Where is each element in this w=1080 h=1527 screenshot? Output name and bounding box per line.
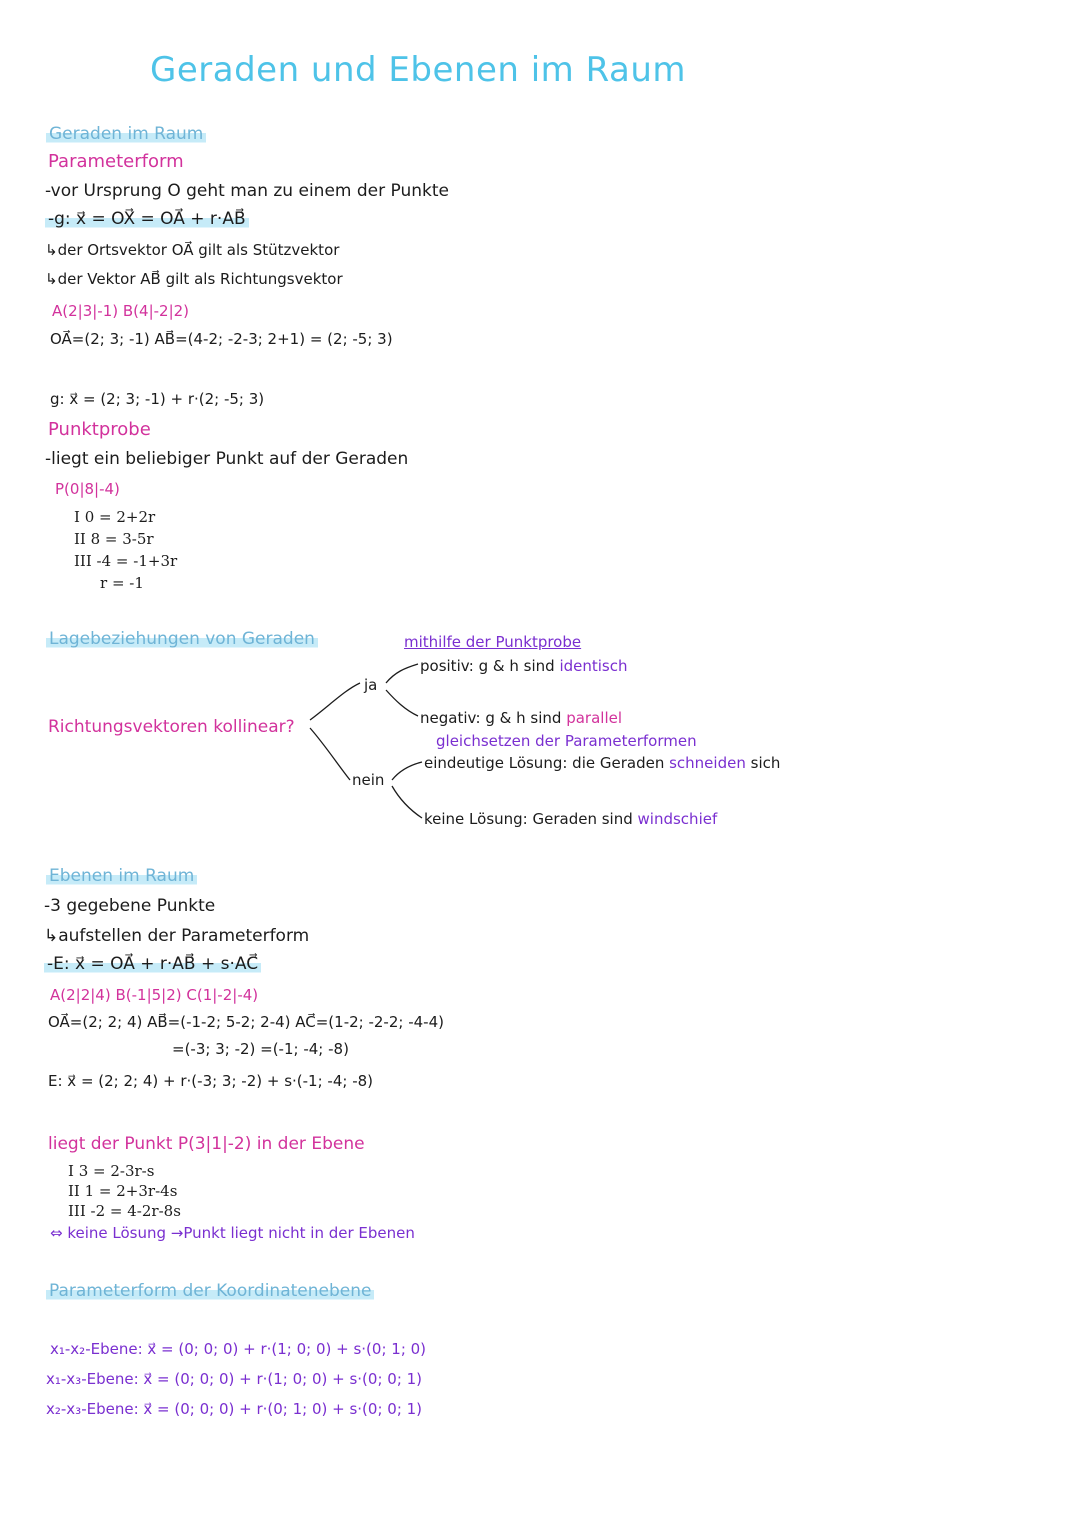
- equation-row: I 0 = 2+2r: [74, 508, 156, 526]
- section-heading-koord: Parameterform der Koordinatenebene: [46, 1281, 374, 1301]
- text-line: -vor Ursprung O geht man zu einem der Punkte: [45, 181, 449, 201]
- section-heading-lage: Lagebeziehungen von Geraden: [46, 629, 318, 649]
- points-line: A(2|3|-1) B(4|-2|2): [52, 302, 190, 320]
- vectors-line: OA⃗=(2; 2; 4) AB⃗=(-1-2; 5-2; 2-4) AC⃗=(1-2; -2-2; -4-4): [48, 1013, 444, 1031]
- eindeutig-line: eindeutige Lösung: die Geraden schneiden sich: [424, 754, 781, 772]
- points-line: A(2|2|4) B(-1|5|2) C(1|-2|-4): [50, 986, 259, 1004]
- arrow-nein-keine: [392, 786, 422, 818]
- arrow-ja-positiv: [386, 664, 418, 683]
- negativ-line: negativ: g & h sind parallel: [420, 709, 623, 727]
- branch-nein: nein: [352, 771, 385, 789]
- section-heading-geraden: Geraden im Raum: [46, 124, 206, 144]
- liegt-heading: liegt der Punkt P(3|1|-2) in der Ebene: [48, 1134, 365, 1154]
- equation-row: II 8 = 3-5r: [74, 530, 154, 548]
- arrow-ja-negativ: [386, 690, 418, 716]
- koord-row: x₂-x₃-Ebene: x⃗ = (0; 0; 0) + r·(0; 1; 0) + s·(0; 0; 1): [46, 1400, 423, 1418]
- vectors-line: OA⃗=(2; 3; -1) AB⃗=(4-2; -2-3; 2+1) = (2; -5; 3): [50, 330, 393, 348]
- arrow-to-ja: [310, 683, 360, 720]
- formula-line: -g: x⃗ = OX⃗ = OA⃗ + r·AB⃗: [45, 209, 249, 229]
- text-line: -3 gegebene Punkte: [44, 896, 216, 916]
- arrow-nein-eindeutig: [392, 762, 422, 780]
- koord-row: x₁-x₃-Ebene: x⃗ = (0; 0; 0) + r·(1; 0; 0) + s·(0; 0; 1): [46, 1370, 423, 1388]
- equation-row: r = -1: [100, 574, 144, 592]
- mithilfe-label: mithilfe der Punktprobe: [404, 633, 582, 651]
- text-line: ↳der Vektor AB⃗ gilt als Richtungsvektor: [45, 270, 343, 288]
- equation-row: III -4 = -1+3r: [74, 552, 178, 570]
- question-text: Richtungsvektoren kollinear?: [48, 717, 295, 737]
- positiv-line: positiv: g & h sind identisch: [420, 657, 628, 675]
- subheading-parameterform: Parameterform: [48, 151, 184, 172]
- page-title: Geraden und Ebenen im Raum: [150, 50, 686, 90]
- arrow-to-nein: [310, 728, 350, 780]
- text-line: -liegt ein beliebiger Punkt auf der Geraden: [45, 449, 409, 469]
- subheading-punktprobe: Punktprobe: [48, 419, 151, 440]
- equation-row: III -2 = 4-2r-8s: [68, 1202, 181, 1220]
- conclusion-line: ⇔ keine Lösung →Punkt liegt nicht in der Ebenen: [50, 1224, 415, 1242]
- equation-line: E: x⃗ = (2; 2; 4) + r·(-3; 3; -2) + s·(-1; -4; -8): [48, 1072, 374, 1090]
- gleichsetzen-line: gleichsetzen der Parameterformen: [436, 732, 697, 750]
- section-heading-ebenen: Ebenen im Raum: [46, 866, 197, 886]
- text-line: ↳aufstellen der Parameterform: [44, 926, 310, 946]
- equation-row: II 1 = 2+3r-4s: [68, 1182, 178, 1200]
- equation-row: I 3 = 2-3r-s: [68, 1162, 155, 1180]
- equation-line: g: x⃗ = (2; 3; -1) + r·(2; -5; 3): [50, 390, 265, 408]
- text-line: ↳der Ortsvektor OA⃗ gilt als Stützvektor: [45, 241, 340, 259]
- koord-row: x₁-x₂-Ebene: x⃗ = (0; 0; 0) + r·(1; 0; 0) + s·(0; 1; 0): [50, 1340, 427, 1358]
- results-line: =(-3; 3; -2) =(-1; -4; -8): [172, 1040, 349, 1058]
- branch-ja: ja: [364, 676, 378, 694]
- keine-line: keine Lösung: Geraden sind windschief: [424, 810, 718, 828]
- formula-line: -E: x⃗ = OA⃗ + r·AB⃗ + s·AC⃗: [44, 954, 261, 974]
- point-line: P(0|8|-4): [55, 480, 120, 498]
